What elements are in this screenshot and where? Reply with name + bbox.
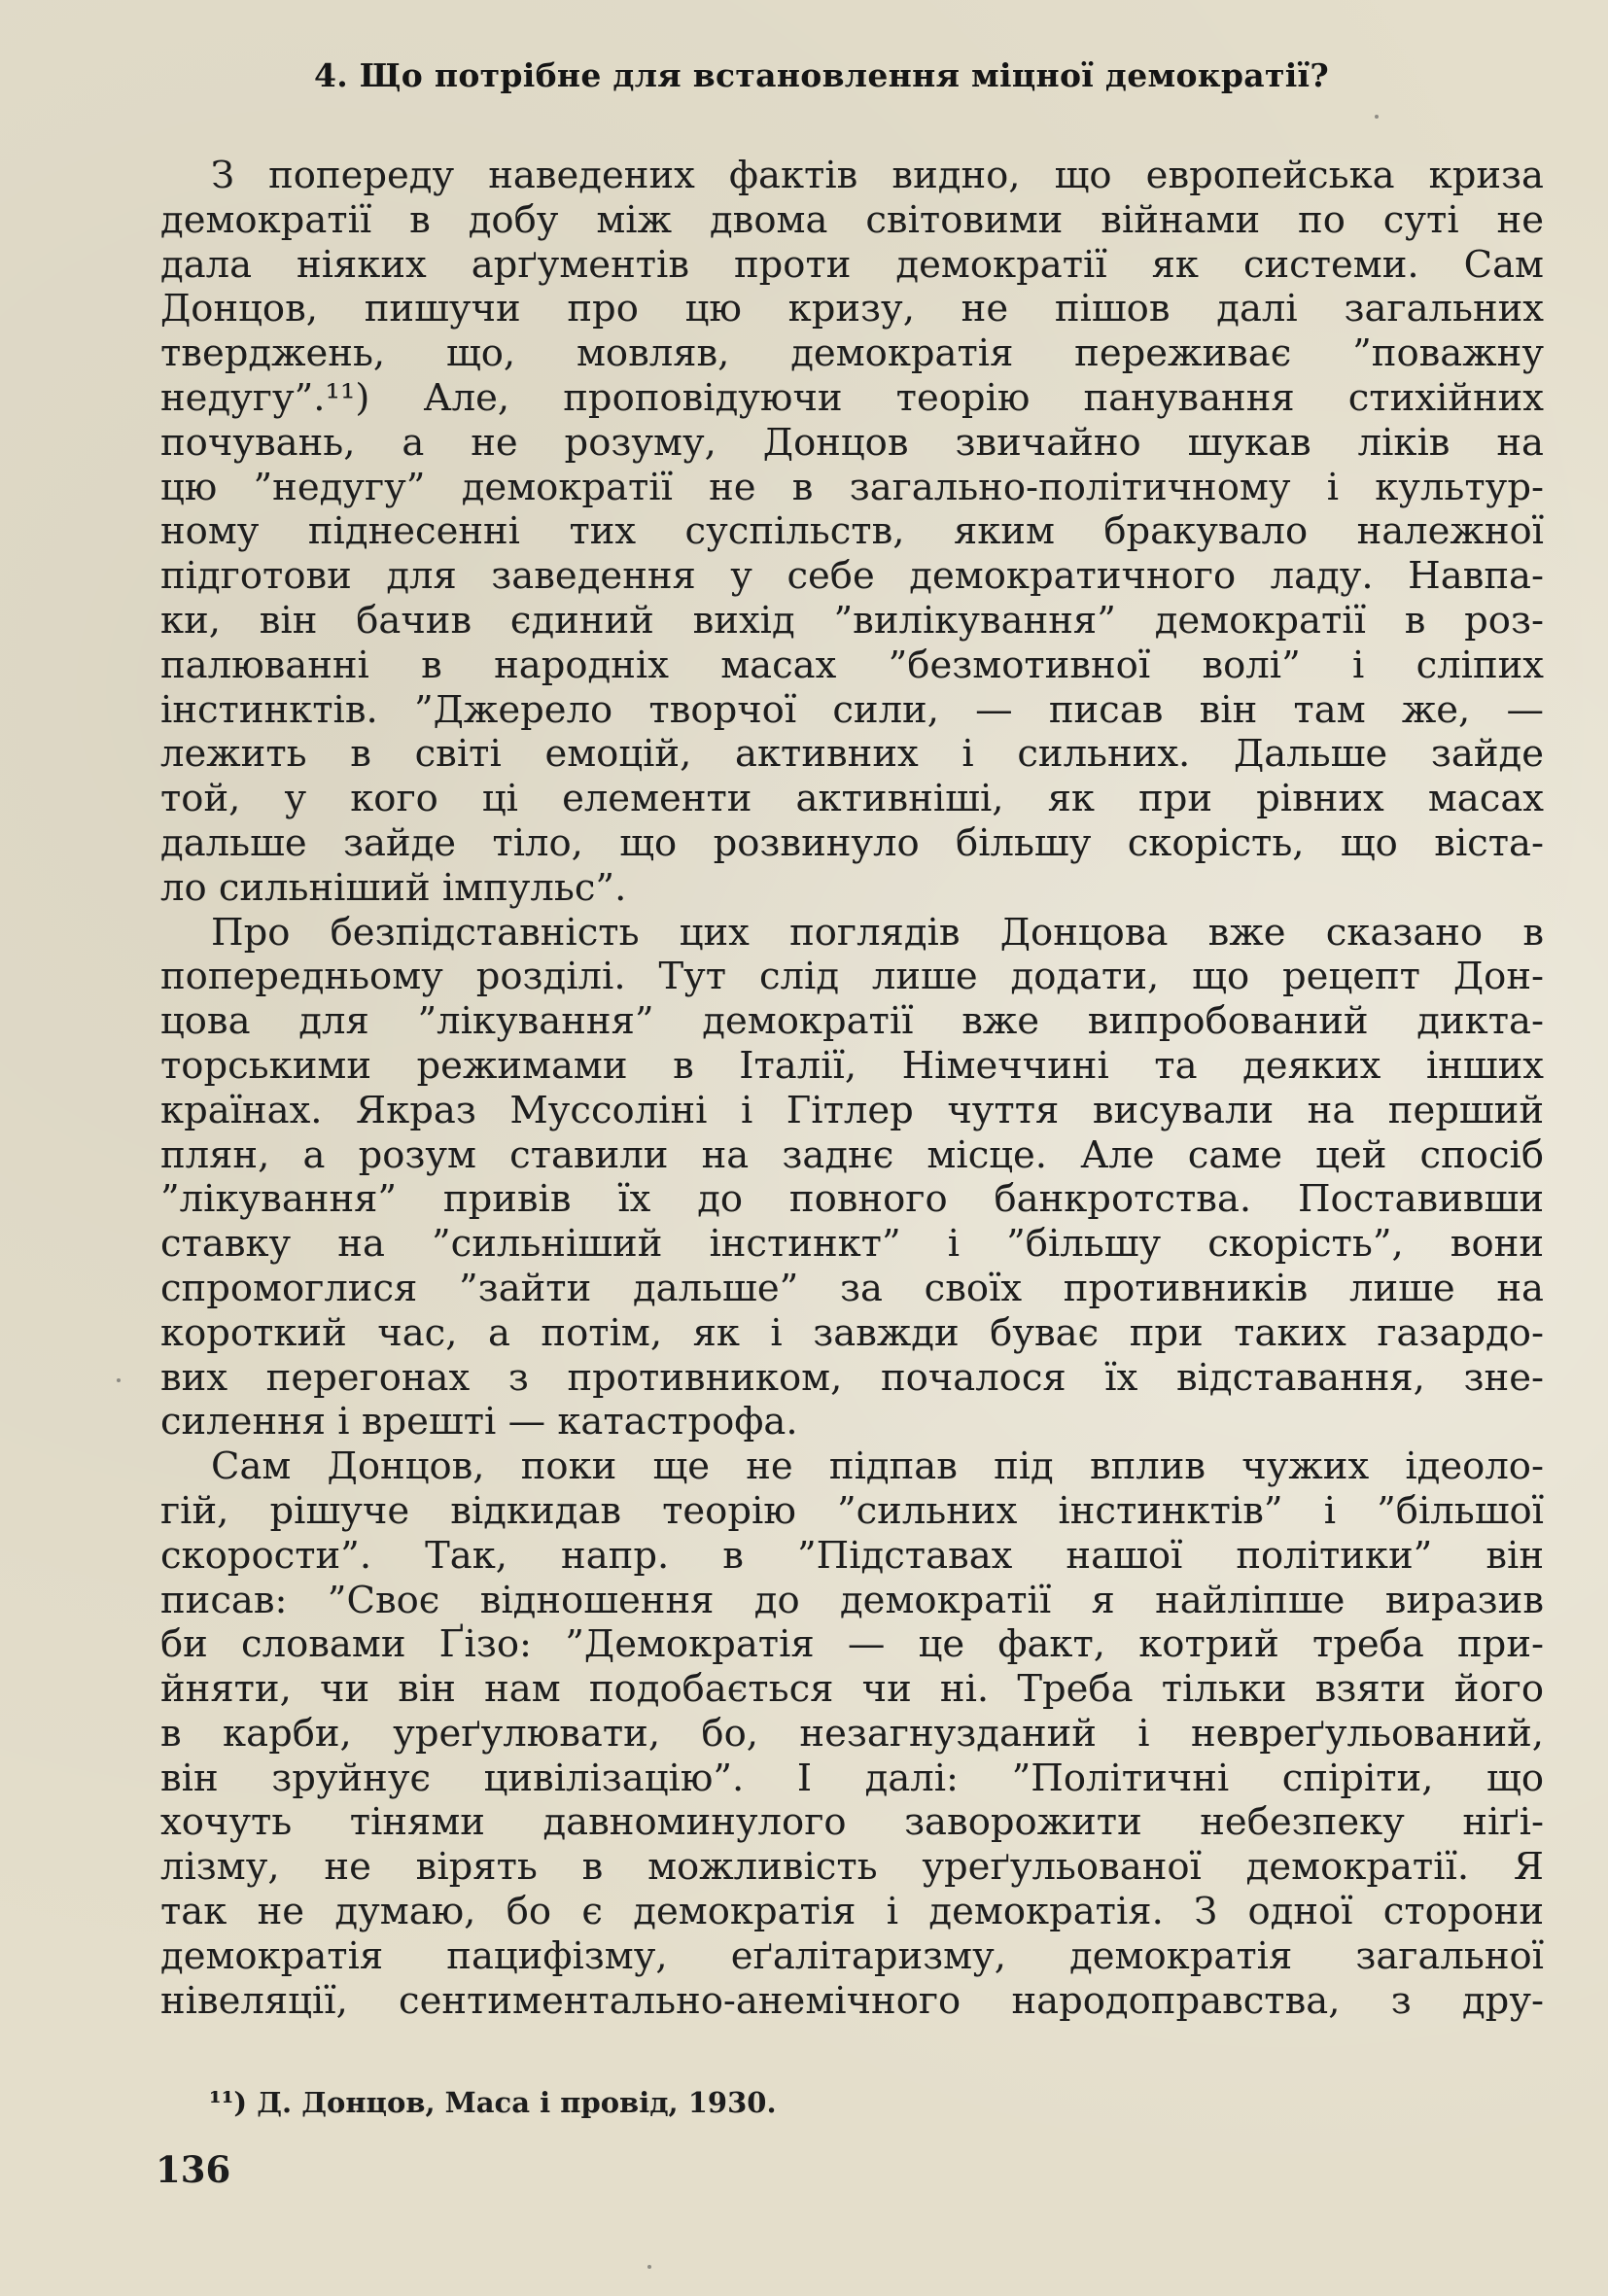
text-line: Про безпідставність цих поглядів Донцова вже сказано в (211, 910, 1544, 955)
text-line: цю ”недугу” демократії не в загально-політичному і культур- (160, 465, 1544, 509)
text-line: Донцов, пишучи про цю кризу, не пішов далі загальних (160, 287, 1544, 331)
text-line: лізму, не вірять в можливість уреґульованої демократії. Я (160, 1845, 1544, 1890)
text-line: би словами Ґізо: ”Демократія — це факт, котрий треба при- (160, 1622, 1544, 1667)
text-line: ставку на ”сильніший інстинкт” і ”більшу скорість”, вони (160, 1222, 1544, 1267)
text-line: тверджень, що, мовляв, демократія переживає ”поважну (160, 331, 1544, 376)
text-line: країнах. Якраз Муссоліні і Гітлер чуття висували на перший (160, 1088, 1544, 1132)
text-line: дала ніяких арґументів проти демократії як системи. Сам (160, 242, 1544, 287)
text-line: силення і врешті — катастрофа. (160, 1400, 798, 1444)
text-line: так не думаю, бо є демократія і демократія. З одної сторони (160, 1890, 1544, 1934)
text-line: спромоглися ”зайти дальше” за своїх противників лише на (160, 1266, 1544, 1310)
text-line: нівеляції, сентиментально-анемічного народоправства, з дру- (160, 1978, 1544, 2023)
text-line: той, у кого ці елементи активніші, як при рівних масах (160, 777, 1544, 821)
section-heading: 4. Що потрібне для встановлення міцної демократії? (313, 56, 1330, 94)
text-line: ”лікування” привів їх до повного банкротства. Поставивши (160, 1177, 1544, 1222)
footnote: ¹¹) Д. Донцов, Маса і провід, 1930. (209, 2086, 777, 2119)
paper-speck (117, 1378, 121, 1382)
text-line: попередньому розділі. Тут слід лише додати, що рецепт Дон- (160, 955, 1544, 999)
text-line: скорости”. Так, напр. в ”Підставах нашої політики” він (160, 1533, 1544, 1578)
paper-speck (647, 2265, 651, 2269)
text-line: недугу”.¹¹) Але, проповідуючи теорію панування стихійних (160, 375, 1544, 420)
text-line: інстинктів. ”Джерело творчої сили, — писав він там же, — (160, 687, 1544, 732)
body-text (160, 154, 1544, 2023)
text-line: гій, рішуче відкидав теорію ”сильних інстинктів” і ”більшої (160, 1488, 1544, 1533)
text-line: в карби, уреґулювати, бо, незагнузданий і невреґульований, (160, 1711, 1544, 1756)
text-line: хочуть тінями давноминулого заворожити небезпеку ніґі- (160, 1800, 1544, 1845)
text-line: демократії в добу між двома світовими війнами по суті не (160, 197, 1544, 242)
text-line: плян, а розум ставили на заднє місце. Але саме цей спосіб (160, 1132, 1544, 1177)
text-line: йняти, чи він нам подобається чи ні. Треба тільки взяти його (160, 1667, 1544, 1712)
page-number: 136 (156, 2148, 231, 2191)
text-line: лежить в світі емоцій, активних і сильних. Дальше зайде (160, 732, 1544, 777)
text-line: Сам Донцов, поки ще не підпав під вплив чужих ідеоло- (211, 1444, 1544, 1489)
text-line: ному піднесенні тих суспільств, яким бракувало належної (160, 509, 1544, 554)
text-line: почувань, а не розуму, Донцов звичайно шукав ліків на (160, 420, 1544, 465)
text-line: палюванні в народніх масах ”безмотивної волі” і сліпих (160, 643, 1544, 687)
text-line: він зруйнує цивілізацію”. І далі: ”Політичні спіріти, що (160, 1756, 1544, 1800)
text-line: підготови для заведення у себе демократичного ладу. Навпа- (160, 554, 1544, 599)
text-line: торськими режимами в Італії, Німеччині та деяких інших (160, 1043, 1544, 1088)
text-line: ло сильніший імпульс”. (160, 865, 627, 910)
paper-speck (1375, 115, 1379, 119)
text-line: писав: ”Своє відношення до демократії я найліпше виразив (160, 1578, 1544, 1622)
text-line: З попереду наведених фактів видно, що европейська криза (211, 154, 1544, 197)
text-line: демократія пацифізму, еґалітаризму, демократія загальної (160, 1933, 1544, 1978)
text-line: вих перегонах з противником, почалося їх відставання, зне- (160, 1355, 1544, 1400)
text-line: ки, він бачив єдиний вихід ”вилікування” демократії в роз- (160, 598, 1544, 643)
text-line: цова для ”лікування” демократії вже випробований дикта- (160, 999, 1544, 1044)
text-line: короткий час, а потім, як і завжди буває при таких газардо- (160, 1310, 1544, 1355)
text-line: дальше зайде тіло, що розвинуло більшу скорість, що віста- (160, 820, 1544, 865)
